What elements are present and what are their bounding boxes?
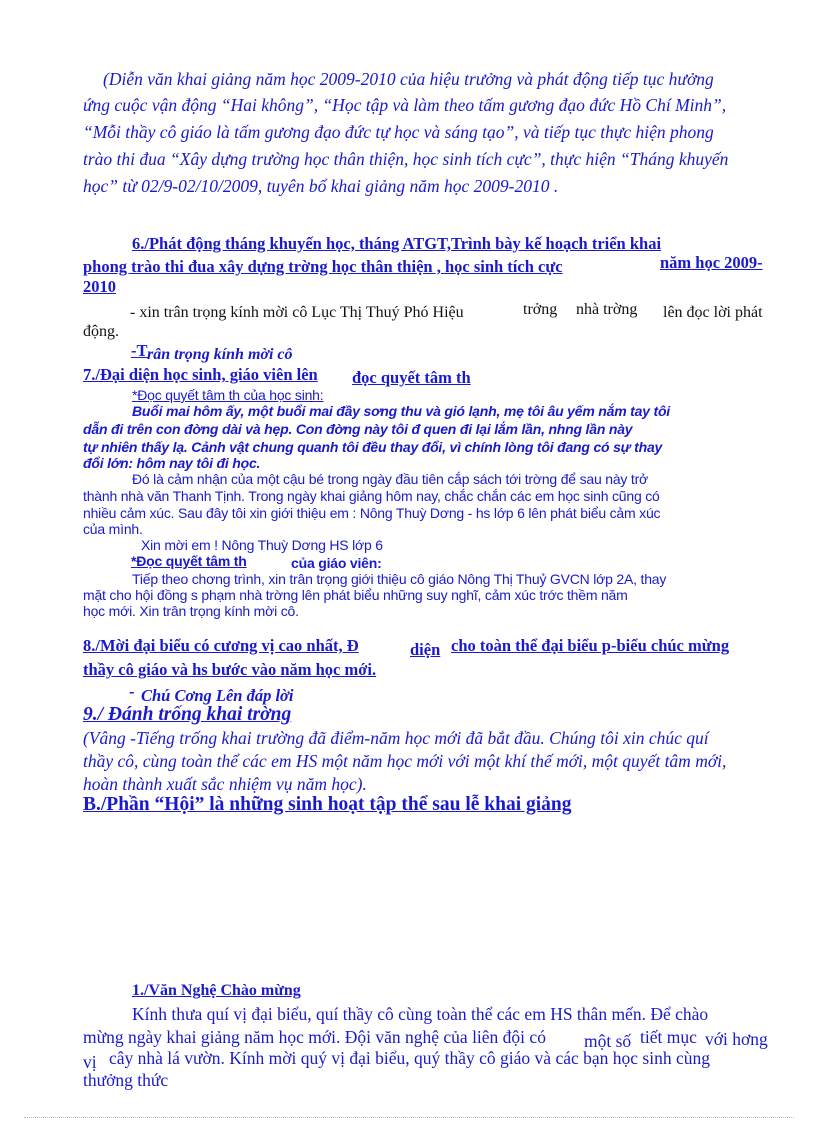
item-7-heading: 7./Đại diện học sinh, giáo viên lên	[83, 365, 318, 384]
intro-line-5: học” từ 02/9-02/10/2009, tuyên bố khai giảng năm học 2009-2010 .	[83, 176, 559, 196]
item-8-heading-1-tail: cho toàn thể đại biểu p-biểu chúc mừng	[451, 636, 730, 655]
section-b-heading: B./Phần “Hội” là những sinh hoạt tập thể sau lễ khai giảng	[83, 794, 572, 815]
music-line-3a: vị	[83, 1052, 97, 1072]
item-7-heading-tail: đọc quyết tâm th	[352, 368, 471, 387]
item-9-heading: 9./ Đánh trống khai trờng	[83, 704, 292, 725]
music-line-1: Kính thưa quí vị đại biểu, quí thầy cô cùng toàn thể các em HS thân mến. Để chào	[132, 1004, 709, 1024]
music-line-2c: tiết mục	[640, 1027, 697, 1047]
teacher-body-2: mặt cho hội đồng s phạm nhà trờng lên phát biểu những suy nghĩ, cảm xúc trớc thềm năm	[83, 587, 628, 603]
student-pledge-label: *Đọc quyết tâm th của học sinh:	[132, 387, 324, 403]
item-6-body-line-1d: lên đọc lời phát	[663, 304, 763, 321]
music-line-2d: với hơng	[705, 1029, 768, 1049]
intro-line-2: ứng cuộc vận động “Hai không”, “Học tập và làm theo tấm gương đạo đức Hồ Chí Minh”,	[83, 95, 727, 115]
music-line-2b: một số	[584, 1031, 632, 1051]
item-6-body-line-2: động.	[83, 323, 119, 340]
item-9-body-3: hoàn thành xuất sắc nhiệm vụ năm học).	[83, 774, 367, 794]
page-footer-divider	[24, 1117, 794, 1118]
intro-line-1: (Diễn văn khai giảng năm học 2009-2010 của hiệu trưởng và phát động tiếp tục hưởng	[103, 69, 714, 89]
music-heading: 1./Văn Nghệ Chào mừng	[132, 982, 301, 999]
item-6-heading-line-1: 6./Phát động tháng khuyến học, tháng ATGT,Trình bày kế hoạch triển khai	[132, 234, 662, 253]
teacher-body-3: học mới. Xin trân trọng kính mời cô.	[83, 603, 299, 619]
intro-line-4: trào thi đua “Xây dựng trường học thân thiện, học sinh tích cực”, thực hiện “Tháng khuyến	[83, 149, 729, 169]
item-6-heading-year: năm học 2009-	[660, 253, 763, 272]
teacher-pledge-label: *Đọc quyết tâm th	[131, 553, 247, 569]
teacher-body-1: Tiếp theo chơng trình, xin trân trọng giới thiệu cô giáo Nông Thị Thuỷ GVCN lớp 2A, thay	[132, 571, 667, 587]
music-line-2a: mừng ngày khai giảng năm học mới. Đội văn nghệ của liên đội có	[83, 1027, 546, 1047]
student-pledge-quote-1: Buổi mai hôm ấy, một buổi mai đầy sơng thu và gió lạnh, mẹ tôi âu yếm nắm tay tôi	[132, 403, 670, 419]
item-6-heading-line-3: 2010	[83, 277, 116, 296]
teacher-pledge-label-tail: của giáo viên:	[291, 555, 382, 571]
item-6-invite-text: rân trọng kính mời cô	[147, 346, 293, 363]
item-9-body-2: thầy cô, cùng toàn thể các em HS một năm học mới với một khí thế mới, một quyết tâm mới,	[83, 751, 727, 771]
item-8-reply-dash: -	[129, 682, 135, 701]
student-pledge-quote-4: đổi lớn: hôm nay tôi đi học.	[83, 455, 261, 471]
student-body-3: nhiều cảm xúc. Sau đây tôi xin giới thiệu em : Nông Thuỳ Dơng - hs lớp 6 lên phát biểu cảm xúc	[83, 505, 661, 521]
student-pledge-quote-2: dẫn đi trên con đờng dài và hẹp. Con đờng này tôi đ quen đi lại lắm lần, nhng lần này	[83, 421, 633, 437]
item-6-invite-dash: -T	[131, 341, 148, 360]
student-body-4: của mình.	[83, 521, 143, 537]
music-line-3b: cây nhà lá vườn. Kính mời quý vị đại biểu, quý thầy cô giáo và các bạn học sinh cùng	[109, 1048, 710, 1068]
student-body-1: Đó là cảm nhận của một cậu bé trong ngày đầu tiên cắp sách tới trờng để sau này trở	[132, 471, 649, 487]
item-8-heading-1-diện: diện	[410, 640, 441, 659]
music-line-4: thưởng thức	[83, 1070, 169, 1090]
item-8-reply-text: Chú Cơng Lên đáp lời	[141, 686, 294, 705]
intro-line-3: “Mỗi thầy cô giáo là tấm gương đạo đức tự học và sáng tạo”, và tiếp tục thực hiện phong	[83, 122, 714, 142]
student-body-2: thành nhà văn Thanh Tịnh. Trong ngày khai giảng hôm nay, chắc chắn các em học sinh cũng có	[83, 488, 660, 504]
student-invite: Xin mời em ! Nông Thuỳ Dơng HS lớp 6	[141, 537, 383, 553]
item-9-body-1: (Vâng -Tiếng trống khai trường đã điểm-năm học mới đã bắt đầu. Chúng tôi xin chúc quí	[83, 728, 709, 748]
student-pledge-quote-3: tự nhiên thấy lạ. Cảnh vật chung quanh tôi đều thay đổi, vì chính lòng tôi đang có sự thay	[83, 439, 663, 455]
item-6-body-line-1c: nhà trờng	[576, 301, 638, 318]
item-8-heading-2: thầy cô giáo và hs bước vào năm học mới.	[83, 660, 377, 679]
item-6-heading-line-2: phong trào thi đua xây dựng trờng học thân thiện , học sinh tích cực	[83, 257, 563, 276]
item-6-body-line-1b: trởng	[523, 301, 558, 318]
item-6-body-line-1a: - xin trân trọng kính mời cô Lục Thị Thuý Phó Hiệu	[130, 304, 464, 321]
item-8-heading-1: 8./Mời đại biểu có cương vị cao nhất, Đ	[83, 636, 359, 655]
